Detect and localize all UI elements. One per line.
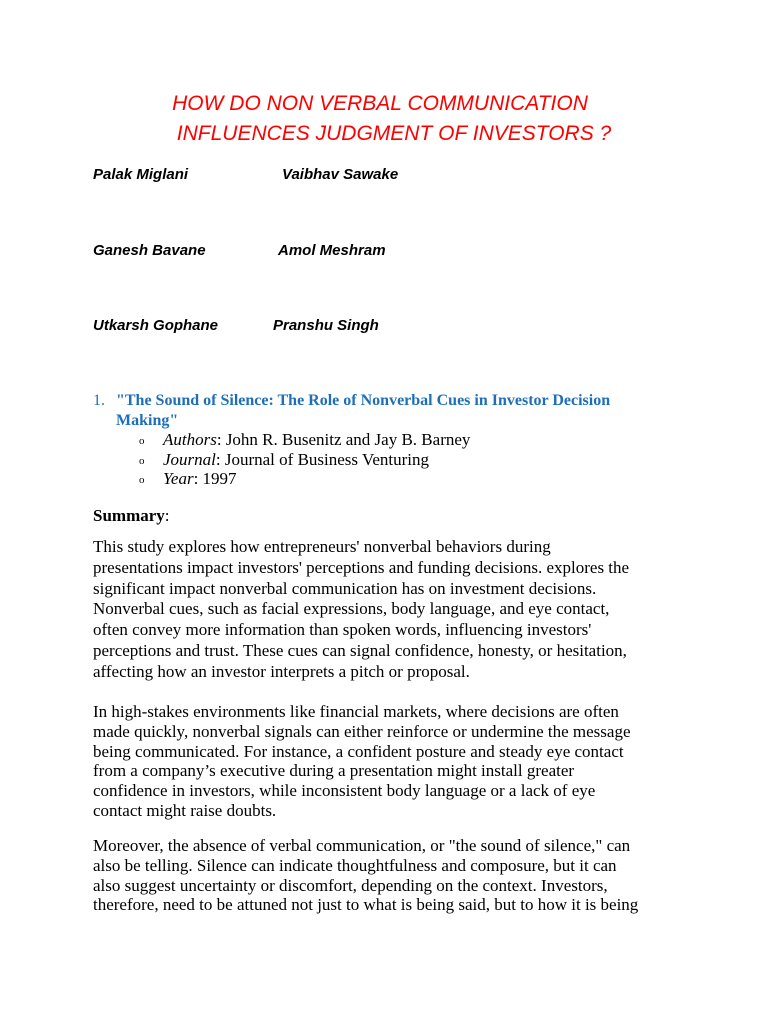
paragraph-line: Moreover, the absence of verbal communication, or "the sound of silence," can [93, 836, 631, 855]
title-line-2: INFLUENCES JUDGMENT OF INVESTORS ? [176, 122, 612, 145]
paragraph-line: made quickly, nonverbal signals can either reinforce or undermine the message [93, 721, 631, 741]
paragraph-line: often convey more information than spoken words, influencing investors' [93, 620, 592, 640]
author-name: Vaibhav Sawake [282, 166, 399, 183]
summary-heading [93, 506, 170, 526]
journal-label: Journal [163, 450, 216, 469]
author-name: Palak Miglani [93, 166, 189, 183]
summary-colon: : [164, 506, 170, 525]
paragraph-line: being communicated. For instance, a confident posture and steady eye contact [93, 741, 624, 761]
authors-value: : John R. Busenitz and Jay B. Barney [216, 430, 471, 449]
paragraph-3 [93, 836, 693, 915]
paragraph-line: This study explores how entrepreneurs' nonverbal behaviors during [93, 537, 551, 556]
bullet-marker: o [139, 455, 145, 467]
paragraph-line: from a company’s executive during a presentation might install greater [93, 761, 575, 781]
year-value: : 1997 [193, 469, 237, 488]
paragraph-line: perceptions and trust. These cues can signal confidence, honesty, or hesitation, [93, 640, 627, 660]
summary-label: Summary [93, 506, 165, 525]
paragraph-line: confidence in investors, while inconsistent body language or a lack of eye [93, 781, 596, 801]
paragraph-line: also suggest uncertainty or discomfort, depending on the context. Investors, [93, 875, 608, 895]
paragraph-line: presentations impact investors' perceptions and funding decisions. explores the [93, 557, 630, 577]
paragraph-1 [93, 537, 693, 683]
reference-title-line-1: "The Sound of Silence: The Role of Nonverbal Cues in Investor Decision [116, 392, 611, 409]
paragraph-line: contact might raise doubts. [93, 800, 277, 820]
author-name: Pranshu Singh [273, 317, 379, 334]
authors-label: Authors [163, 430, 217, 449]
author-name: Utkarsh Gophane [93, 317, 219, 334]
paragraph-line: In high-stakes environments like financial markets, where decisions are often [93, 702, 619, 721]
paragraph-line: Nonverbal cues, such as facial expressions, body language, and eye contact, [93, 599, 610, 619]
author-name: Amol Meshram [278, 242, 386, 259]
title-line-1: HOW DO NON VERBAL COMMUNICATION [172, 92, 588, 115]
year-label: Year [163, 469, 194, 488]
paragraph-line: affecting how an investor interprets a pitch or proposal. [93, 661, 470, 681]
paragraph-line: significant impact nonverbal communication has on investment decisions. [93, 578, 597, 598]
journal-value: : Journal of Business Venturing [215, 450, 430, 469]
reference-number: 1. [93, 392, 105, 409]
reference-title-line-2: Making" [116, 412, 179, 429]
paragraph-2 [93, 702, 693, 821]
bullet-marker: o [139, 435, 145, 447]
paragraph-line: therefore, need to be attuned not just to what is being said, but to how it is being [93, 895, 639, 915]
paragraph-line: also be telling. Silence can indicate thoughtfulness and composure, but it can [93, 855, 617, 875]
author-name: Ganesh Bavane [93, 242, 206, 259]
bullet-marker: o [139, 474, 145, 486]
